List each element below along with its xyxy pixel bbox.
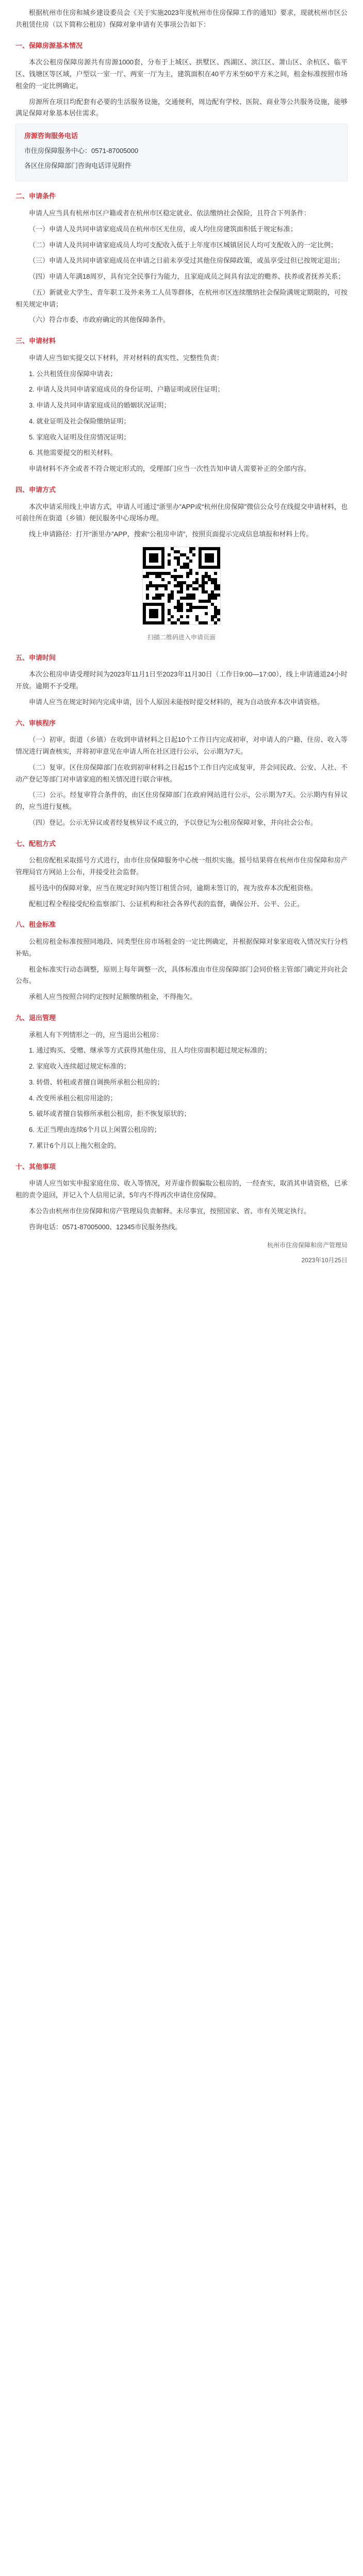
section-paragraph: 5. 家庭收入证明及住房情况证明； bbox=[29, 433, 130, 441]
section-paragraph: （一）申请人及共同申请家庭成员在杭州市区无住房，或人均住房建筑面积低于规定标准； bbox=[29, 225, 298, 233]
section-paragraph: （一）初审。街道（乡镇）在收到申请材料之日起10个工作日内完成初审，对申请人的户籍、住房、收入等情况进行调查核实，并将初审意见在申请人所在社区进行公示，公示期为7天。 bbox=[15, 736, 348, 755]
section-paragraph: 本公告由杭州市住房保障和房产管理局负责解释。未尽事宜，按照国家、省、市有关规定执行。 bbox=[29, 1207, 311, 1215]
section-paragraph: 4. 改变所承租公租房用途的； bbox=[29, 1094, 117, 1102]
section-title: 一、保障房源基本情况 bbox=[15, 41, 83, 49]
section-title: 七、配租方式 bbox=[15, 839, 56, 848]
section-paragraph: 申请人应当具有杭州市区户籍或者在杭州市区稳定就业、依法缴纳社会保险，且符合下列条件： bbox=[29, 209, 311, 217]
section-paragraph: 本次公租房申请受理时间为2023年11月1日至2023年11月30日（工作日9:00—17:00），线上申请通道24小时开放。逾期不予受理。 bbox=[15, 670, 348, 690]
section-paragraph: 6. 其他需要提交的相关材料。 bbox=[29, 449, 117, 457]
section-paragraph: （二）申请人及共同申请家庭成员人均可支配收入低于上年度市区城镇居民人均可支配收入的一定比例； bbox=[29, 241, 338, 249]
section-paragraph: 申请材料不齐全或者不符合规定形式的，受理部门应当一次性告知申请人需要补正的全部内容。 bbox=[29, 465, 311, 472]
section-paragraph: 公租房配租采取摇号方式进行，由市住房保障服务中心统一组织实施。摇号结果将在杭州市住房保障和房产管理局官方网站上公布，并接受社会监督。 bbox=[15, 856, 348, 876]
section-paragraph: 承租人有下列情形之一的，应当退出公租房： bbox=[29, 1030, 163, 1039]
section-paragraph: 申请人应当如实提交以下材料，并对材料的真实性、完整性负责： bbox=[29, 353, 224, 362]
section-paragraph: 本次申请采用线上申请方式，申请人可通过“浙里办”APP或“杭州住房保障”微信公众号在线提交申请材料，也可前往所在街道（乡镇）便民服务中心现场办理。 bbox=[15, 502, 348, 522]
section-title: 八、租金标准 bbox=[15, 921, 56, 929]
section-title: 五、申请时间 bbox=[15, 653, 56, 662]
section-paragraph: 承租人应当按照合同约定按时足额缴纳租金，不得拖欠。 bbox=[29, 993, 197, 1001]
info-card-heading: 房源咨询服务电话 bbox=[24, 132, 78, 140]
sections-container bbox=[15, 40, 348, 1233]
section-paragraph: 2. 申请人及共同申请家庭成员的身份证明、户籍证明或居住证明； bbox=[29, 385, 224, 394]
section-paragraph: 本次公租房保障房源共有房源1000套，分布于上城区、拱墅区、西湖区、滨江区、萧山区、余杭区、临平区、钱塘区等区域，户型以一室一厅、两室一厅为主，建筑面积在40平方米至60平方米之间，租金标准按照市场租金的一定比例确定。 bbox=[15, 58, 348, 90]
section-paragraph: （三）申请人及共同申请家庭成员在申请之日前未享受过其他住房保障政策，或虽享受过但已按规定退出； bbox=[29, 257, 344, 265]
section-paragraph: 7. 累计6个月以上拖欠租金的。 bbox=[29, 1141, 121, 1149]
section-paragraph: 线上申请路径：打开“浙里办”APP，搜索“公租房申请”，按照页面提示完成信息填报和材料上传。 bbox=[29, 530, 313, 538]
section-paragraph: 4. 就业证明及社会保险缴纳证明； bbox=[29, 417, 130, 425]
section-title: 四、申请方式 bbox=[15, 485, 56, 494]
section-paragraph: （三）公示。经复审符合条件的，由区住房保障部门在政府网站进行公示，公示期为7天。公示期内有异议的，应当进行复核。 bbox=[15, 791, 348, 810]
section-paragraph: 公租房租金标准按照同地段、同类型住房市场租金的一定比例确定，并根据保障对象家庭收入情况实行分档补贴。 bbox=[15, 938, 348, 957]
section-title: 九、退出管理 bbox=[15, 1013, 56, 1022]
section-paragraph: （四）申请人年满18周岁，具有完全民事行为能力，且家庭成员之间具有法定的赡养、扶养或者抚养关系； bbox=[29, 273, 345, 280]
footer-org: 杭州市住房保障和房产管理局 bbox=[267, 1242, 348, 1249]
section-paragraph: （二）复审。区住房保障部门在收到初审材料之日起15个工作日内完成复审，并会同民政、公安、人社、不动产登记等部门对申请家庭的相关情况进行联合审核。 bbox=[15, 763, 348, 783]
section-title: 十、其他事项 bbox=[15, 1162, 56, 1171]
section-paragraph: （六）符合市委、市政府确定的其他保障条件。 bbox=[29, 316, 170, 324]
qr-code-container bbox=[15, 547, 348, 629]
section-paragraph: 申请人应当在规定时间内完成申请，因个人原因未能按时提交材料的，视为自动放弃本次申请资格。 bbox=[29, 698, 324, 706]
qr-code-icon[interactable] bbox=[142, 547, 221, 625]
section-title: 二、申请条件 bbox=[15, 192, 56, 200]
section-paragraph: （四）登记。公示无异议或者经复核异议不成立的，予以登记为公租房保障对象，并向社会公布。 bbox=[29, 818, 318, 826]
section-paragraph: 房源所在项目均配套有必要的生活服务设施，交通便利，周边配有学校、医院、商业等公共服务设施，能够满足保障对象基本居住需求。 bbox=[15, 97, 348, 117]
section-paragraph: 咨询电话：0571-87005000、12345市民服务热线。 bbox=[29, 1223, 182, 1231]
footer-date: 2023年10月25日 bbox=[301, 1257, 348, 1264]
info-card bbox=[15, 124, 348, 181]
section-paragraph: 3. 转借、转租或者擅自调换所承租公租房的； bbox=[29, 1078, 164, 1086]
section-title: 三、申请材料 bbox=[15, 337, 56, 345]
section-paragraph: 租金标准实行动态调整，原则上每年调整一次，具体标准由市住房保障部门会同价格主管部门确定并向社会公布。 bbox=[15, 965, 348, 985]
intro-paragraph: 根据杭州市住房和城乡建设委员会《关于实施2023年度杭州市住房保障工作的通知》要求，现就杭州市区公共租赁住房（以下简称公租房）保障对象申请有关事项公告如下： bbox=[15, 9, 348, 28]
section-paragraph: 1. 公共租赁住房保障申请表； bbox=[29, 369, 117, 378]
section-title: 六、审核程序 bbox=[15, 719, 56, 727]
qr-caption: 扫描二维码进入申请页面 bbox=[147, 633, 216, 641]
info-card-line: 市住房保障服务中心：0571-87005000 bbox=[24, 146, 139, 155]
section-paragraph: 6. 无正当理由连续6个月以上闲置公租房的； bbox=[29, 1126, 161, 1133]
section-paragraph: （五）新就业大学生、青年职工及外来务工人员等群体，在杭州市区连续缴纳社会保险满规定期限的，可按相关规定申请； bbox=[15, 288, 348, 308]
section-paragraph: 配租过程全程接受纪检监察部门、公证机构和社会各界代表的监督，确保公开、公平、公正。 bbox=[29, 900, 304, 908]
info-card-line: 各区住房保障部门咨询电话详见附件 bbox=[24, 161, 132, 170]
section-paragraph: 1. 通过购买、受赠、继承等方式获得其他住房，且人均住房面积超过规定标准的； bbox=[29, 1046, 271, 1055]
section-paragraph: 申请人应当如实申报家庭住房、收入等情况，对弄虚作假骗取公租房的，一经查实，取消其申请资格，已承租的责令退回，并记入个人信用记录，5年内不得再次申请住房保障。 bbox=[15, 1179, 348, 1199]
section-paragraph: 摇号选中的保障对象，应当在规定时间内签订租赁合同，逾期未签订的，视为放弃本次配租资格。 bbox=[29, 884, 318, 892]
section-paragraph: 2. 家庭收入连续超过规定标准的； bbox=[29, 1062, 130, 1070]
section-paragraph: 3. 申请人及共同申请家庭成员的婚姻状况证明； bbox=[29, 401, 171, 409]
section-paragraph: 5. 破坏或者擅自装修所承租公租房，拒不恢复原状的； bbox=[29, 1110, 191, 1118]
